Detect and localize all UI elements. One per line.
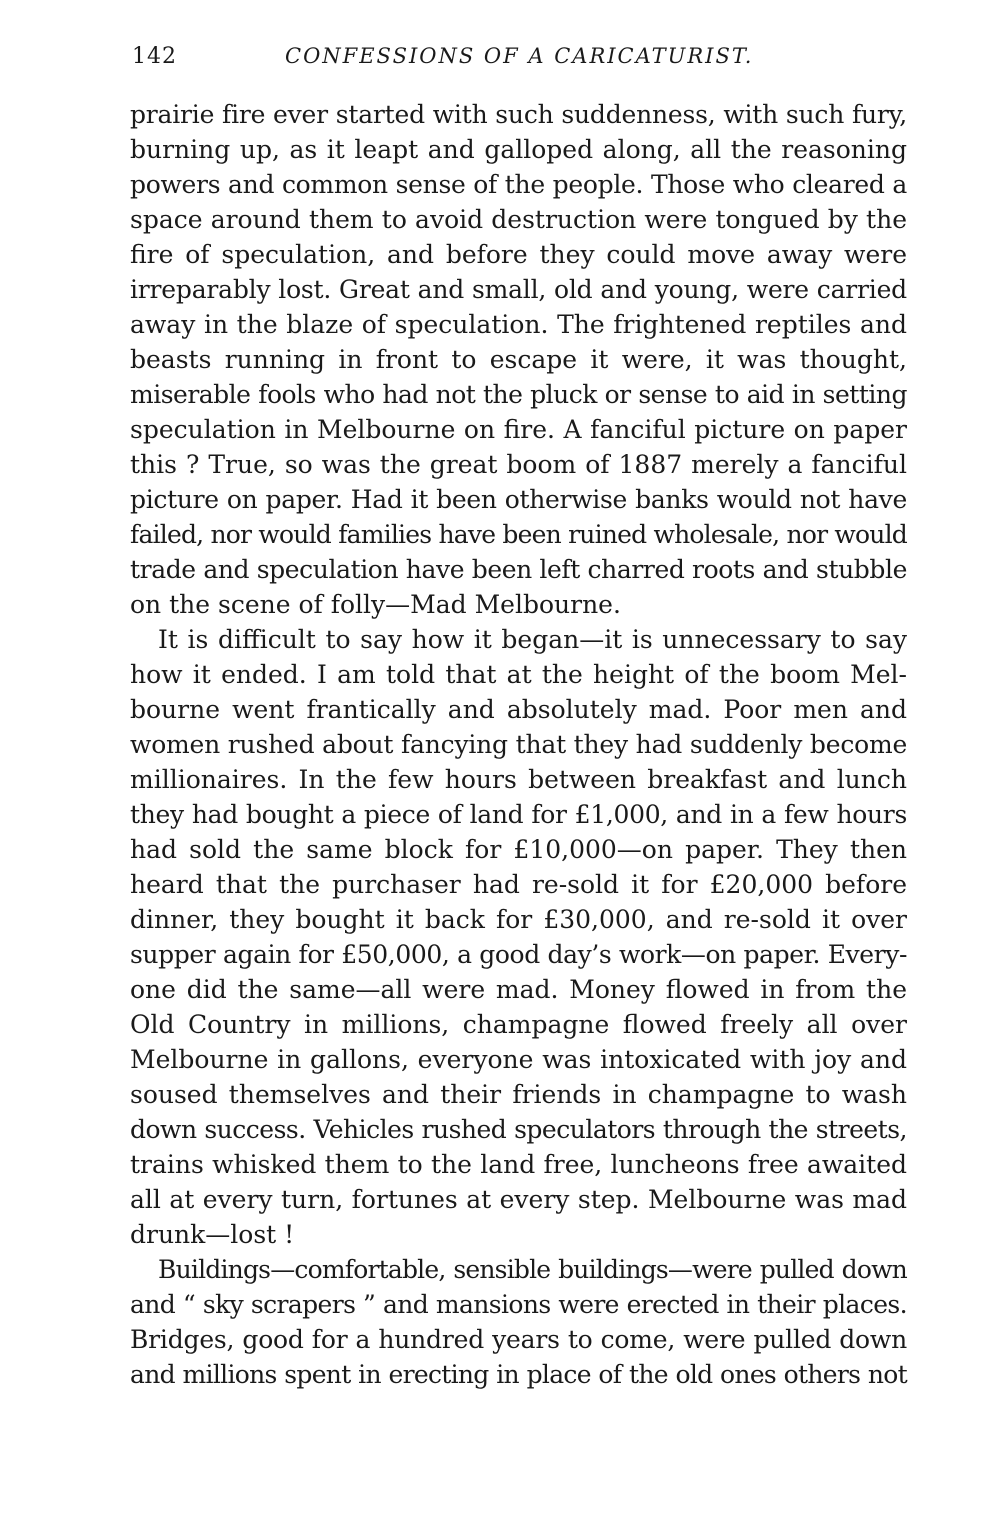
- text-line: miserable fools who had not the pluck or sense to aid in setting: [130, 380, 907, 409]
- text-line: trade and speculation have been left charred roots and stubble: [130, 555, 907, 584]
- text-line: trains whisked them to the land free, luncheons free awaited: [130, 1150, 907, 1179]
- text-line: powers and common sense of the people. Those who cleared a: [130, 170, 907, 199]
- text-line: It is difficult to say how it began—it is unnecessary to say: [158, 625, 907, 654]
- paragraph-2: [130, 622, 907, 1252]
- text-line: picture on paper. Had it been otherwise banks would not have: [130, 485, 907, 514]
- paragraph-3: [130, 1252, 907, 1392]
- text-line: space around them to avoid destruction were tongued by the: [130, 205, 907, 234]
- text-line: failed, nor would families have been ruined wholesale, nor would: [130, 520, 907, 549]
- running-title: CONFESSIONS OF A CARICATURIST.: [285, 44, 754, 68]
- text-line: had sold the same block for £10,000—on paper. They then: [130, 835, 907, 864]
- text-line: all at every turn, fortunes at every step. Melbourne was mad: [130, 1185, 907, 1214]
- text-line: how it ended. I am told that at the height of the boom Mel-: [130, 660, 907, 689]
- text-line: Bridges, good for a hundred years to come, were pulled down: [130, 1325, 907, 1354]
- page-number: 142: [132, 44, 177, 69]
- text-line: bourne went frantically and absolutely mad. Poor men and: [130, 695, 907, 724]
- text-line: Buildings—comfortable, sensible buildings—were pulled down: [158, 1255, 907, 1284]
- paragraph-1: [130, 97, 907, 622]
- text-line: on the scene of folly—Mad Melbourne.: [130, 590, 621, 619]
- text-line: one did the same—all were mad. Money flowed in from the: [130, 975, 907, 1004]
- text-line: away in the blaze of speculation. The frightened reptiles and: [130, 310, 907, 339]
- text-line: prairie fire ever started with such suddenness, with such fury,: [130, 100, 907, 129]
- text-line: supper again for £50,000, a good day’s work—on paper. Every-: [130, 940, 907, 969]
- text-line: down success. Vehicles rushed speculators through the streets,: [130, 1115, 907, 1144]
- text-line: they had bought a piece of land for £1,000, and in a few hours: [130, 800, 907, 829]
- text-line: and “ sky scrapers ” and mansions were erected in their places.: [130, 1290, 907, 1319]
- text-line: Old Country in millions, champagne flowed freely all over: [130, 1010, 907, 1039]
- text-line: dinner, they bought it back for £30,000, and re-sold it over: [130, 905, 907, 934]
- body-text: [130, 97, 907, 1392]
- text-line: this ? True, so was the great boom of 1887 merely a fanciful: [130, 450, 907, 479]
- text-line: irreparably lost. Great and small, old and young, were carried: [130, 275, 907, 304]
- text-line: burning up, as it leapt and galloped along, all the reasoning: [130, 135, 907, 164]
- text-line: women rushed about fancying that they had suddenly become: [130, 730, 908, 759]
- text-line: soused themselves and their friends in champagne to wash: [130, 1080, 907, 1109]
- text-line: speculation in Melbourne on fire. A fanciful picture on paper: [130, 415, 907, 444]
- text-line: fire of speculation, and before they could move away were: [130, 240, 907, 269]
- text-line: drunk—lost !: [130, 1220, 295, 1249]
- text-line: heard that the purchaser had re-sold it for £20,000 before: [130, 870, 907, 899]
- text-line: millionaires. In the few hours between breakfast and lunch: [130, 765, 907, 794]
- text-line: Melbourne in gallons, everyone was intoxicated with joy and: [130, 1045, 907, 1074]
- text-line: beasts running in front to escape it were, it was thought,: [130, 345, 907, 374]
- text-line: and millions spent in erecting in place of the old ones others not: [130, 1360, 907, 1389]
